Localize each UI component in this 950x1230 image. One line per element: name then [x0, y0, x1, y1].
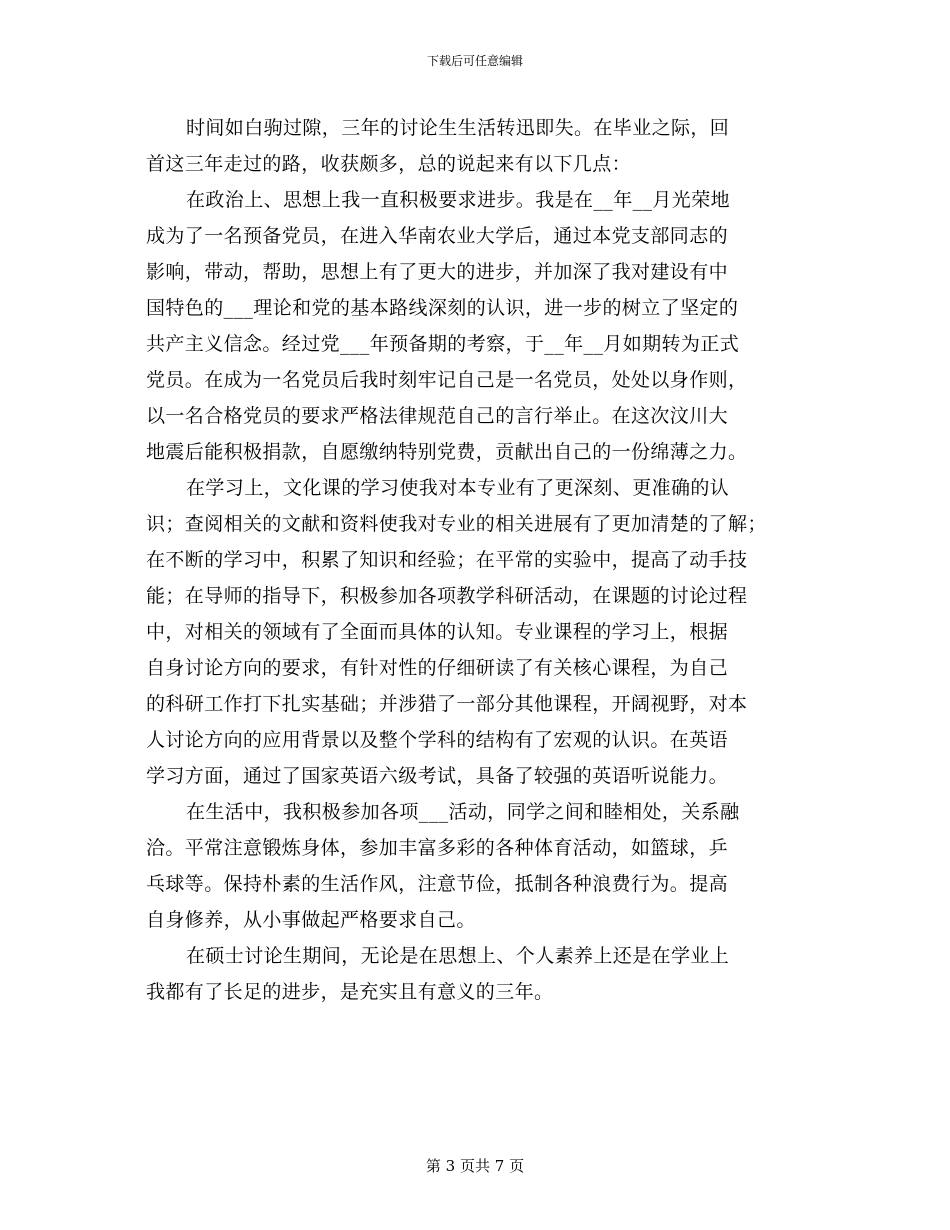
paragraph-line: 的科研工作打下扎实基础；并涉猎了一部分其他课程，开阔视野，对本 [146, 693, 748, 715]
paragraph-line: 人讨论方向的应用背景以及整个学科的结构有了宏观的认识。在英语 [146, 729, 729, 751]
paragraph-line: 在政治上、思想上我一直积极要求进步。我是在__年__月光荣地 [186, 189, 731, 211]
paragraph-line: 影响，带动，帮助，思想上有了更大的进步，并加深了我对建设有中 [146, 261, 729, 283]
paragraph-line: 我都有了长足的进步，是充实且有意义的三年。 [146, 981, 554, 1003]
paragraph-line: 自身修养，从小事做起严格要求自己。 [146, 909, 476, 931]
paragraph-line: 成为了一名预备党员，在进入华南农业大学后，通过本党支部同志的 [146, 225, 729, 247]
paragraph-line: 首这三年走过的路，收获颇多，总的说起来有以下几点： [146, 153, 632, 175]
paragraph-line: 在不断的学习中，积累了知识和经验；在平常的实验中，提高了动手技 [146, 549, 748, 571]
paragraph-line: 在学习上，文化课的学习使我对本专业有了更深刻、更准确的认 [186, 477, 730, 499]
paragraph-line: 在生活中，我积极参加各项___活动，同学之间和睦相处，关系融 [186, 801, 740, 823]
paragraph-line: 识；查阅相关的文献和资料使我对专业的相关进展有了更加清楚的了解； [146, 513, 767, 535]
paragraph-line: 在硕士讨论生期间，无论是在思想上、个人素养上还是在学业上 [186, 945, 730, 967]
page-header: 下载后可任意编辑 [426, 54, 523, 68]
paragraph-line: 能；在导师的指导下，积极参加各项教学科研活动，在课题的讨论过程 [146, 585, 748, 607]
paragraph-line: 党员。在成为一名党员后我时刻牢记自己是一名党员，处处以身作则， [146, 369, 748, 391]
paragraph-line: 洽。平常注意锻炼身体，参加丰富多彩的各种体育活动，如篮球，乒 [146, 837, 729, 859]
paragraph-line: 国特色的___理论和党的基本路线深刻的认识，进一步的树立了坚定的 [146, 297, 739, 319]
paragraph-line: 学习方面，通过了国家英语六级考试，具备了较强的英语听说能力。 [146, 765, 729, 787]
paragraph-line: 共产主义信念。经过党___年预备期的考察，于__年__月如期转为正式 [146, 333, 740, 355]
paragraph-line: 乓球等。保持朴素的生活作风，注意节俭，抵制各种浪费行为。提高 [146, 873, 729, 895]
document-body [146, 110, 806, 1010]
paragraph-line: 中，对相关的领域有了全面而具体的认知。专业课程的学习上，根据 [146, 621, 729, 643]
paragraph-line: 自身讨论方向的要求，有针对性的仔细研读了有关核心课程，为自己 [146, 657, 729, 679]
paragraph-line: 以一名合格党员的要求严格法律规范自己的言行举止。在这次汶川大 [146, 405, 729, 427]
paragraph-line: 地震后能积极捐款，自愿缴纳特别党费，贡献出自己的一份绵薄之力。 [146, 441, 748, 463]
page-number-footer: 第 3 页共 7 页 [425, 1157, 525, 1175]
paragraph-line: 时间如白驹过隙，三年的讨论生生活转迅即失。在毕业之际，回 [186, 117, 730, 139]
